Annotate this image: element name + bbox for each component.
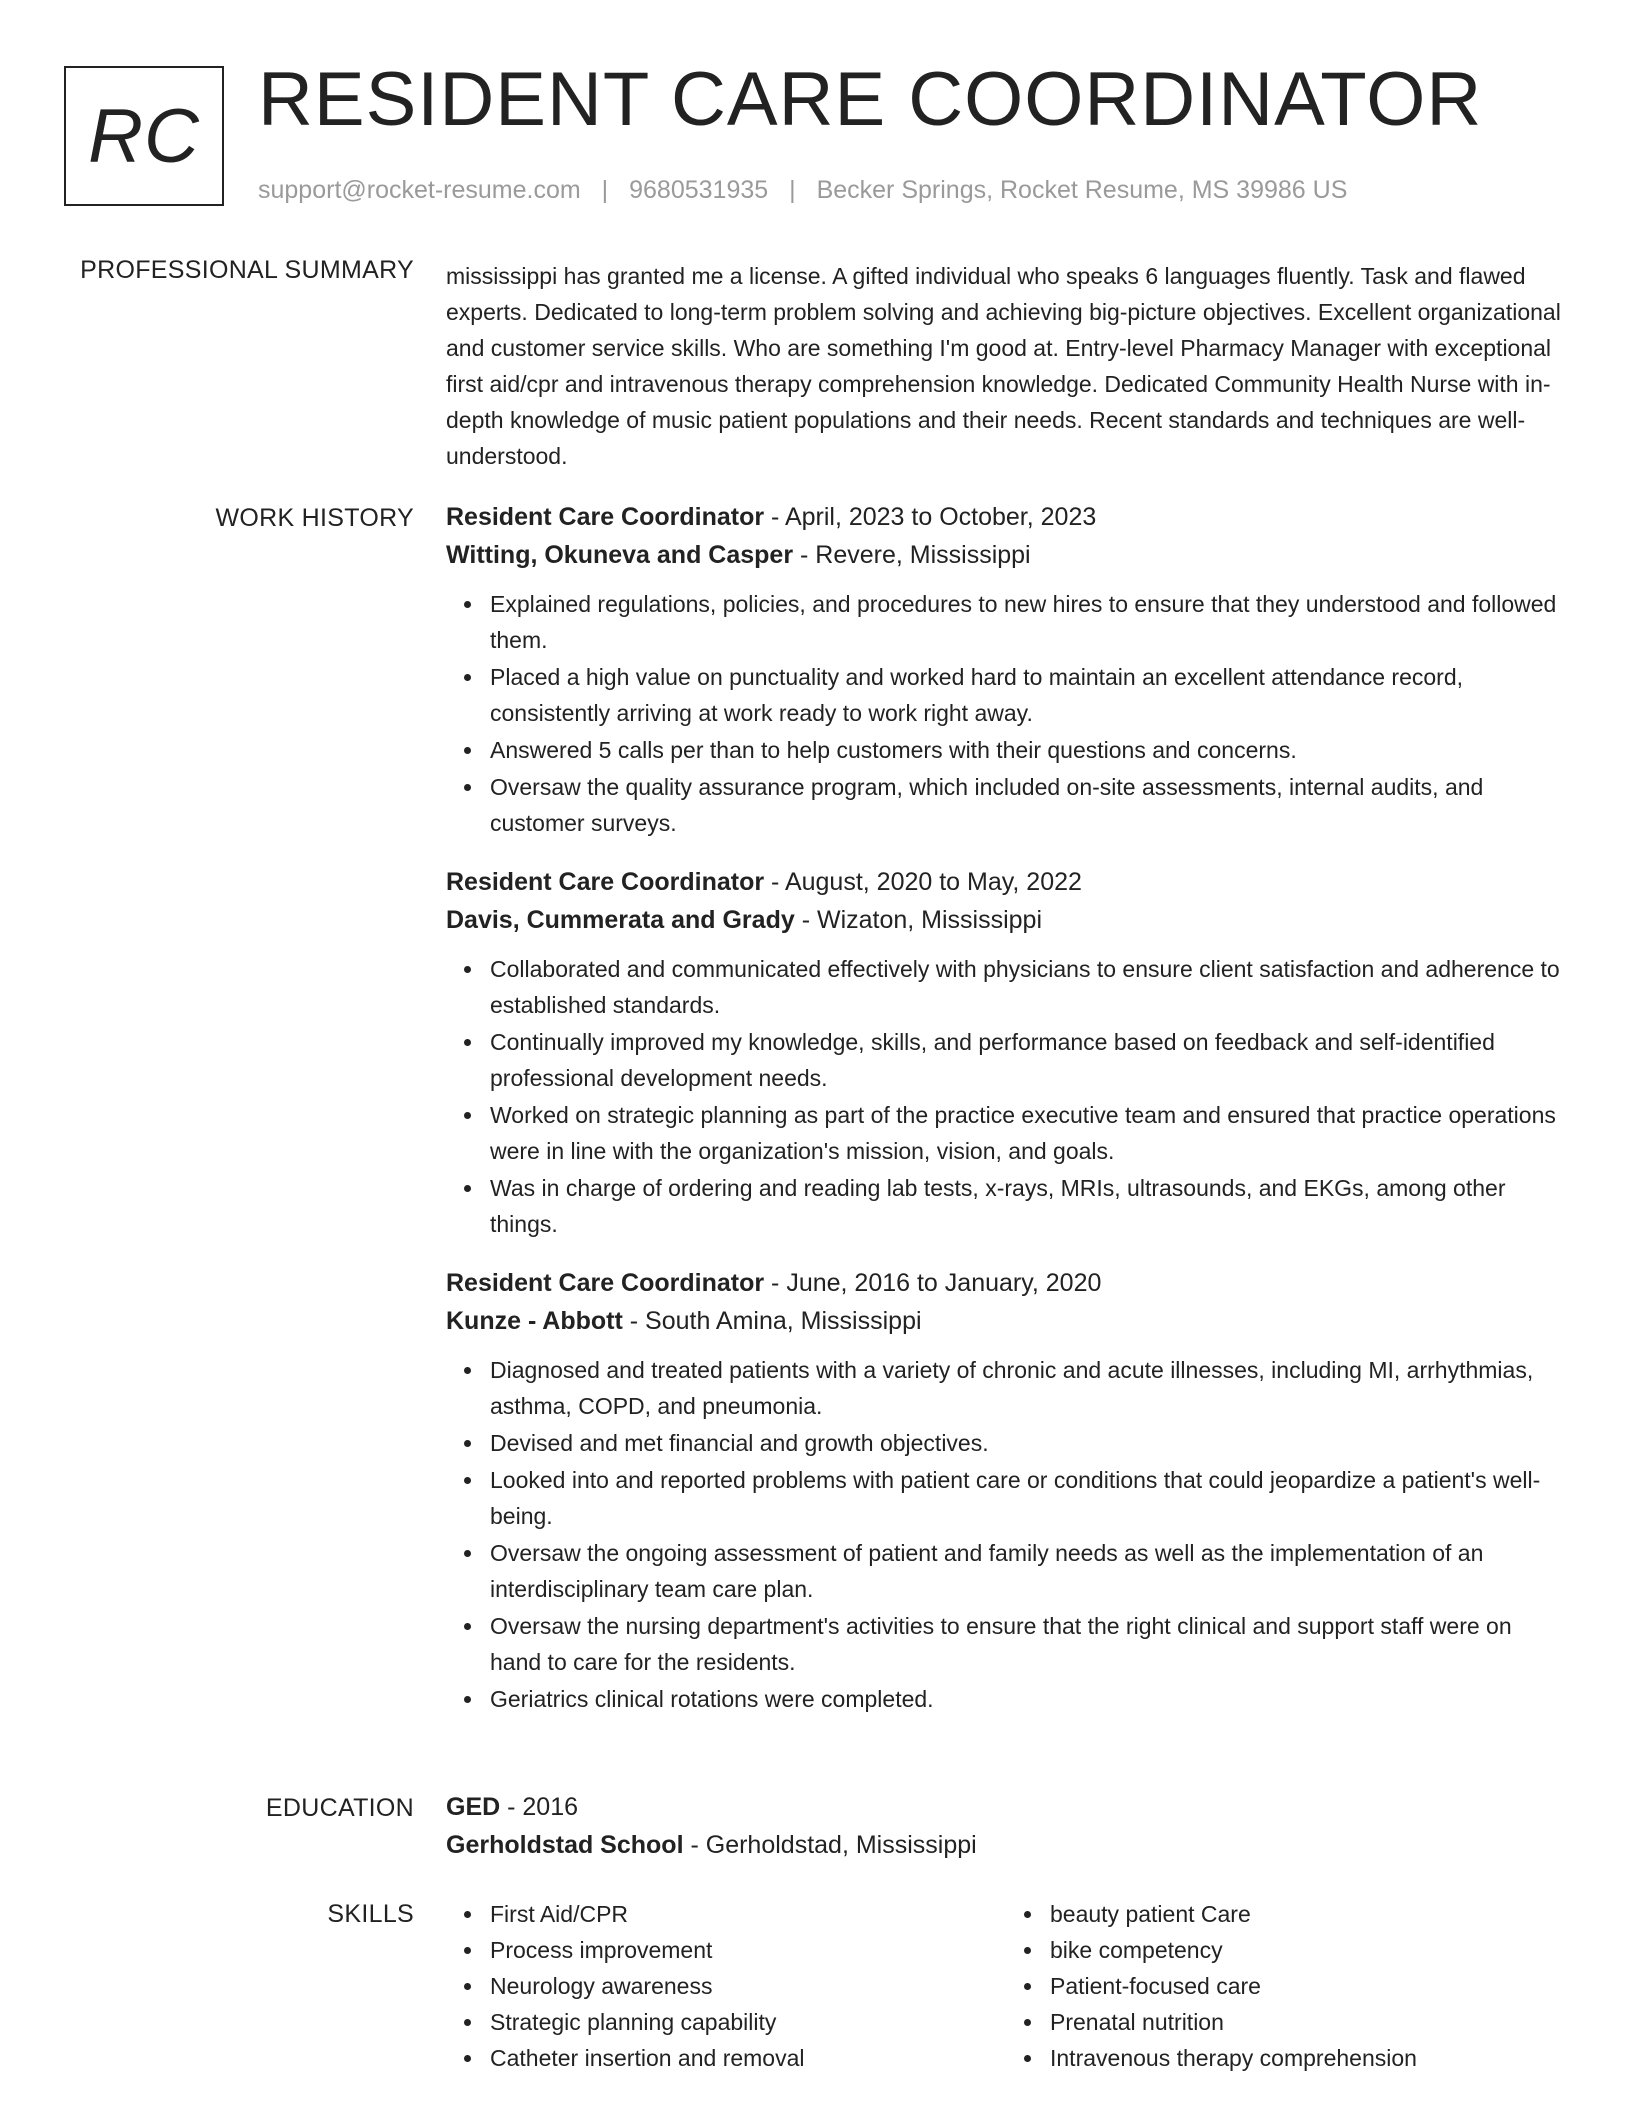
job-company: Davis, Cummerata and Grady (446, 906, 795, 934)
job-title-line (446, 1264, 1566, 1302)
job-bullets (446, 586, 1566, 841)
skill-item: Catheter insertion and removal (490, 2040, 1006, 2076)
job-bullet: Oversaw the nursing department's activities to ensure that the right clinical and support staff were on hand to care for the residents. (490, 1608, 1566, 1680)
job-title-line (446, 863, 1566, 901)
job-location: - Wizaton, Mississippi (794, 906, 1043, 934)
section-label: PROFESSIONAL SUMMARY (80, 256, 414, 284)
job-title: Resident Care Coordinator (446, 868, 765, 896)
job-company-line (446, 1302, 1566, 1340)
job-title: Resident Care Coordinator (446, 1269, 765, 1297)
job-bullet: Worked on strategic planning as part of the practice executive team and ensured that practice operations were in line with the organization's mission, vision, and goals. (490, 1097, 1566, 1169)
job-bullet: Looked into and reported problems with patient care or conditions that could jeopardize a patient's well-being. (490, 1462, 1566, 1534)
skill-item: beauty patient Care (1050, 1896, 1566, 1932)
skill-item: First Aid/CPR (490, 1896, 1006, 1932)
job-entry (446, 863, 1566, 1242)
contact-address: Becker Springs, Rocket Resume, MS 39986 US (816, 176, 1348, 204)
monogram-initials: RC (88, 93, 200, 179)
skills-columns (446, 1896, 1566, 2076)
contact-line (258, 176, 1347, 205)
skill-item: bike competency (1050, 1932, 1566, 1968)
job-dates: - August, 2020 to May, 2022 (764, 868, 1082, 896)
job-bullets (446, 1352, 1566, 1717)
skill-item: Patient-focused care (1050, 1968, 1566, 2004)
job-company: Kunze - Abbott (446, 1307, 623, 1335)
job-entry (446, 1264, 1566, 1717)
job-bullet: Continually improved my knowledge, skills, and performance based on feedback and self-identified professional development needs. (490, 1024, 1566, 1096)
education-location: - Gerholdstad, Mississippi (683, 1831, 977, 1859)
education-degree-line (446, 1788, 1566, 1826)
job-bullet: Collaborated and communicated effectively with physicians to ensure client satisfaction and adherence to established standards. (490, 951, 1566, 1023)
skills-list-left (446, 1896, 1006, 2076)
job-bullet: Placed a high value on punctuality and worked hard to maintain an excellent attendance record, consistently arriving at work ready to work right away. (490, 659, 1566, 731)
contact-separator: | (789, 176, 796, 204)
summary-body (446, 258, 1566, 474)
job-location: - Revere, Mississippi (793, 541, 1031, 569)
job-entry (446, 498, 1566, 841)
job-bullet: Answered 5 calls per than to help customers with their questions and concerns. (490, 732, 1566, 768)
job-bullet: Geriatrics clinical rotations were completed. (490, 1681, 1566, 1717)
education-degree: GED (446, 1793, 501, 1821)
job-company-line (446, 901, 1566, 939)
job-bullets (446, 951, 1566, 1242)
job-location: - South Amina, Mississippi (622, 1307, 922, 1335)
education-year: - 2016 (500, 1793, 579, 1821)
education-body (446, 1788, 1566, 1864)
job-bullet: Oversaw the quality assurance program, which included on-site assessments, internal audits, and customer surveys. (490, 769, 1566, 841)
job-title-line (446, 498, 1566, 536)
job-dates: - June, 2016 to January, 2020 (764, 1269, 1102, 1297)
job-title: Resident Care Coordinator (446, 503, 765, 531)
skill-item: Process improvement (490, 1932, 1006, 1968)
candidate-title: RESIDENT CARE COORDINATOR (258, 57, 1483, 142)
section-label: WORK HISTORY (215, 504, 414, 532)
monogram-badge (64, 66, 224, 206)
skills-list-right (1006, 1896, 1566, 2076)
section-label: SKILLS (327, 1900, 414, 1928)
skills-body (446, 1896, 1566, 2076)
skill-item: Strategic planning capability (490, 2004, 1006, 2040)
job-bullet: Was in charge of ordering and reading lab tests, x-rays, MRIs, ultrasounds, and EKGs, among other things. (490, 1170, 1566, 1242)
skill-item: Neurology awareness (490, 1968, 1006, 2004)
job-bullet: Devised and met financial and growth objectives. (490, 1425, 1566, 1461)
education-school: Gerholdstad School (446, 1831, 684, 1859)
contact-phone[interactable]: 9680531935 (629, 176, 769, 204)
job-bullet: Diagnosed and treated patients with a variety of chronic and acute illnesses, including MI, arrhythmias, asthma, COPD, and pneumonia. (490, 1352, 1566, 1424)
skill-item: Intravenous therapy comprehension (1050, 2040, 1566, 2076)
work-history-body (446, 498, 1566, 1739)
job-dates: - April, 2023 to October, 2023 (764, 503, 1097, 531)
job-bullet: Explained regulations, policies, and procedures to new hires to ensure that they understood and followed them. (490, 586, 1566, 658)
job-company: Witting, Okuneva and Casper (446, 541, 794, 569)
education-school-line (446, 1826, 1566, 1864)
contact-email[interactable]: support@rocket-resume.com (258, 176, 581, 204)
contact-separator: | (601, 176, 609, 204)
job-bullet: Oversaw the ongoing assessment of patient and family needs as well as the implementation of an interdisciplinary team care plan. (490, 1535, 1566, 1607)
summary-text: mississippi has granted me a license. A gifted individual who speaks 6 languages fluently. Task and flawed experts. Dedicated to long-term problem solving and achieving big-picture objectives. Excellent organizational and customer service skills. Who are something I'm good at. Entry-level Pharmacy Manager with exceptional first aid/cpr and intravenous therapy comprehension knowledge. Dedicated Community Health Nurse with in-depth knowledge of music patient populations and their needs. Recent standards and techniques are well-understood. (446, 263, 1561, 469)
skill-item: Prenatal nutrition (1050, 2004, 1566, 2040)
job-company-line (446, 536, 1566, 574)
section-label: EDUCATION (265, 1794, 414, 1822)
